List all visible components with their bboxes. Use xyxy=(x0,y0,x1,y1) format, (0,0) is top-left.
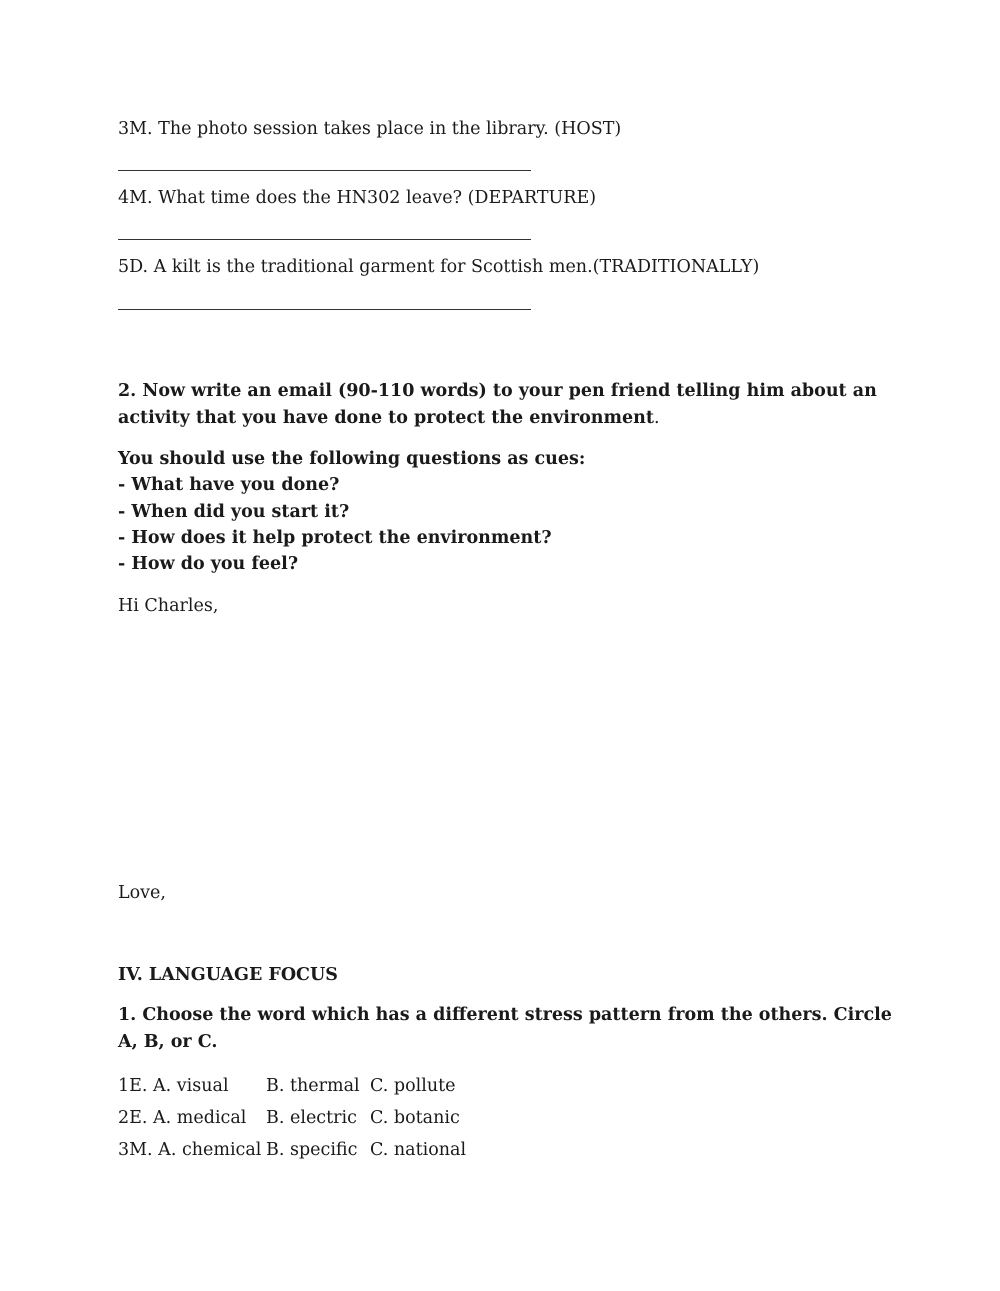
exercise-4m-answer-line[interactable] xyxy=(118,239,531,240)
cue-item: - How does it help protect the environment? xyxy=(118,527,552,548)
option-c[interactable]: C. botanic xyxy=(370,1108,460,1128)
email-greeting: Hi Charles, xyxy=(118,596,219,616)
exercise-5d-answer-line[interactable] xyxy=(118,309,531,310)
stress-pattern-instruction: 1. Choose the word which has a different stress pattern from the others. Circle A, B, or C. xyxy=(118,1005,892,1052)
exercise-3m-answer-line[interactable] xyxy=(118,170,531,171)
option-c[interactable]: C. pollute xyxy=(370,1076,456,1096)
option-a[interactable]: 3M. A. chemical xyxy=(118,1140,262,1160)
cue-item: - How do you feel? xyxy=(118,554,299,575)
section-heading-language-focus: IV. LANGUAGE FOCUS xyxy=(118,965,338,985)
exercise-3m-prompt: 3M. The photo session takes place in the library. (HOST) xyxy=(118,119,622,139)
option-a[interactable]: 2E. A. medical xyxy=(118,1108,247,1128)
exercise-5d-prompt: 5D. A kilt is the traditional garment for Scottish men.(TRADITIONALLY) xyxy=(118,257,760,277)
writing-task-instruction: 2. Now write an email (90-110 words) to your pen friend telling him about an activity that you have done to protect the environment. xyxy=(118,381,877,428)
cue-list xyxy=(118,446,585,577)
option-a[interactable]: 1E. A. visual xyxy=(118,1076,229,1096)
cues-intro: You should use the following questions as cues: xyxy=(118,449,586,469)
exercise-4m-prompt: 4M. What time does the HN302 leave? (DEPARTURE) xyxy=(118,188,597,208)
option-b[interactable]: B. specific xyxy=(266,1140,358,1160)
email-closing: Love, xyxy=(118,883,166,903)
cue-item: - When did you start it? xyxy=(118,501,350,522)
option-c[interactable]: C. national xyxy=(370,1140,467,1160)
option-b[interactable]: B. electric xyxy=(266,1108,357,1128)
option-b[interactable]: B. thermal xyxy=(266,1076,360,1096)
cue-item: - What have you done? xyxy=(118,475,340,496)
